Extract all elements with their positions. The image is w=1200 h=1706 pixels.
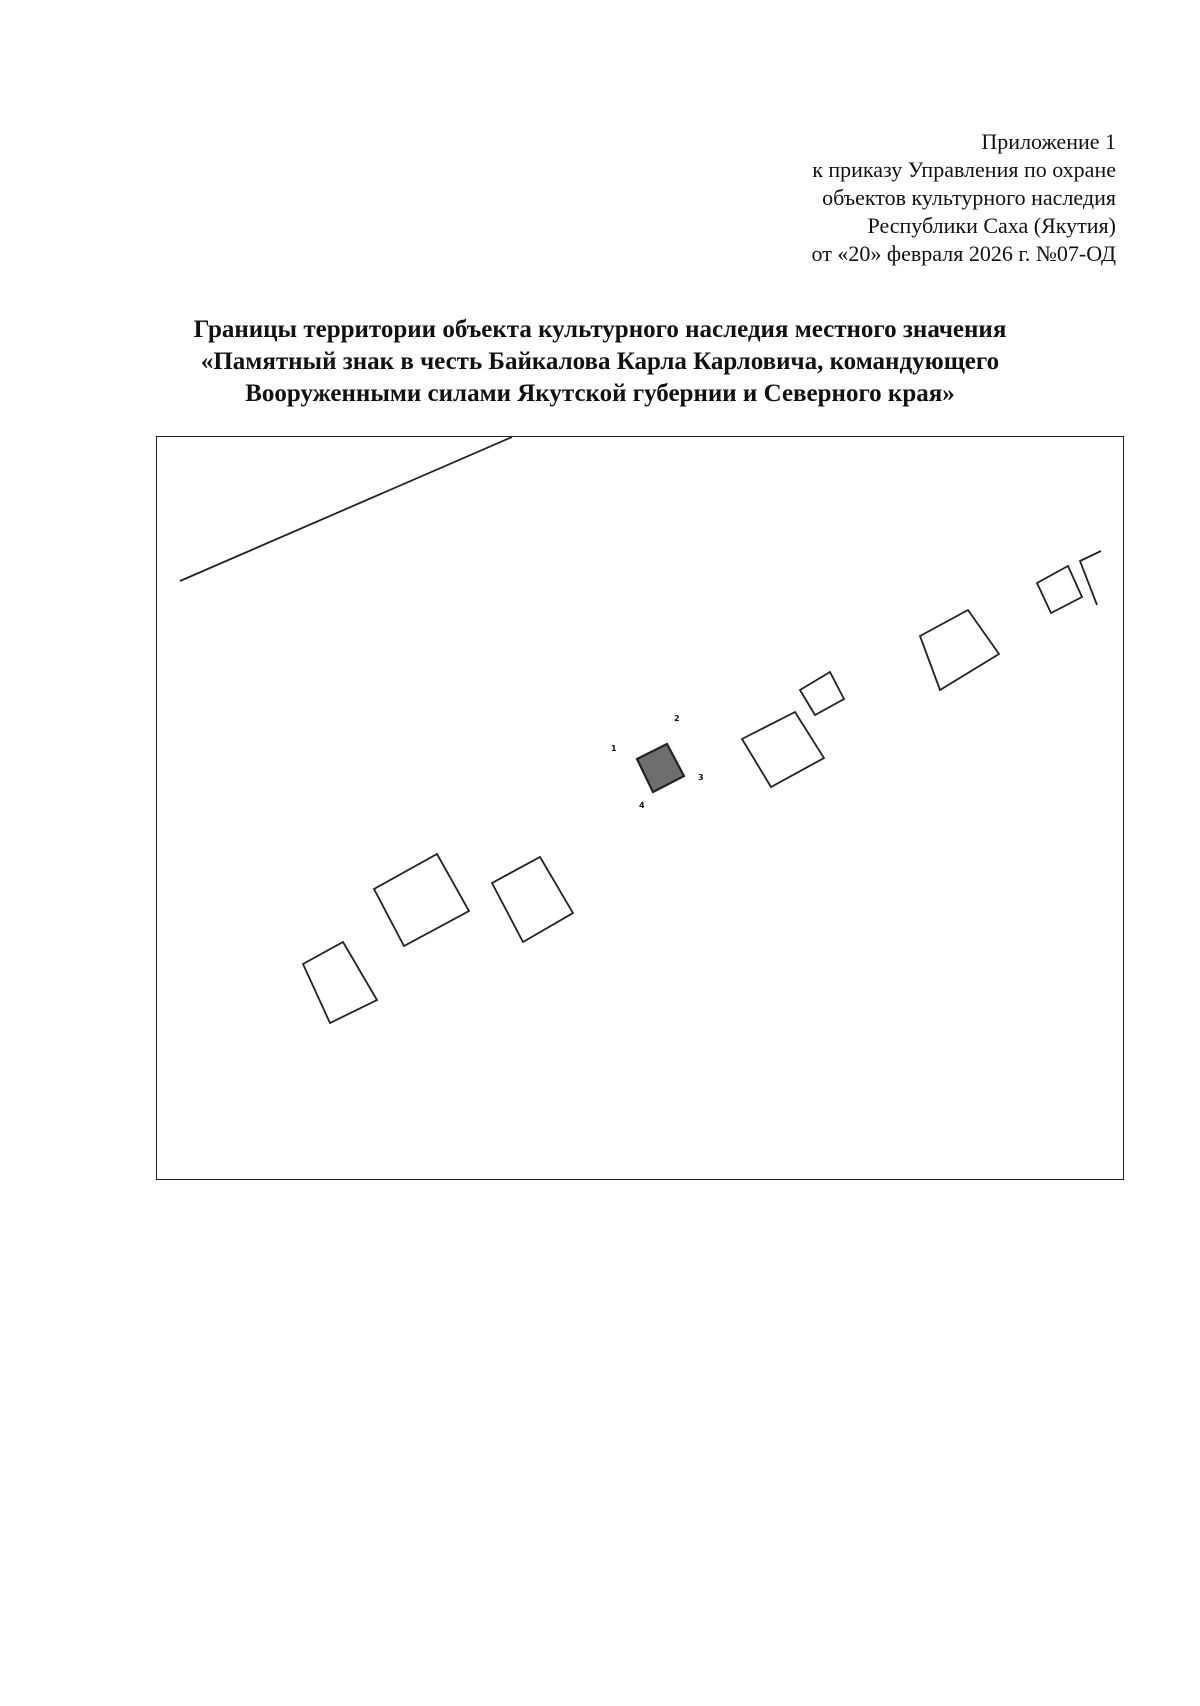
building-outline xyxy=(303,942,377,1023)
boundary-point-1: 1 xyxy=(611,744,617,753)
boundary-point-4: 4 xyxy=(639,801,645,810)
document-title xyxy=(120,314,1080,410)
building-outline xyxy=(742,712,824,787)
building-outline xyxy=(374,854,469,946)
appendix-line-1: Приложение 1 xyxy=(981,129,1116,154)
appendix-line-4: Республики Саха (Якутия) xyxy=(867,213,1116,238)
appendix-line-2: к приказу Управления по охране xyxy=(812,157,1116,182)
building-outline xyxy=(920,610,999,690)
building-outline xyxy=(492,857,573,942)
title-line-2: «Памятный знак в честь Байкалова Карла Карловича, командующего xyxy=(200,348,1000,375)
title-line-1: Границы территории объекта культурного наследия местного значения xyxy=(193,316,1007,343)
territory-map xyxy=(156,436,1124,1180)
boundary-point-2: 2 xyxy=(674,714,680,723)
building-outline xyxy=(800,672,844,715)
appendix-line-3: объектов культурного наследия xyxy=(822,185,1116,210)
appendix-line-5: от «20» февраля 2026 г. №07-ОД xyxy=(811,241,1116,266)
building-partial xyxy=(1080,551,1101,605)
boundary-point-3: 3 xyxy=(698,773,704,782)
map-drawing xyxy=(157,437,1124,1180)
road-line xyxy=(180,437,512,581)
appendix-block xyxy=(596,128,1116,268)
building-outline xyxy=(1037,566,1082,613)
monument-territory xyxy=(637,744,684,792)
title-line-3: Вооруженными силами Якутской губернии и Северного края» xyxy=(245,380,955,407)
